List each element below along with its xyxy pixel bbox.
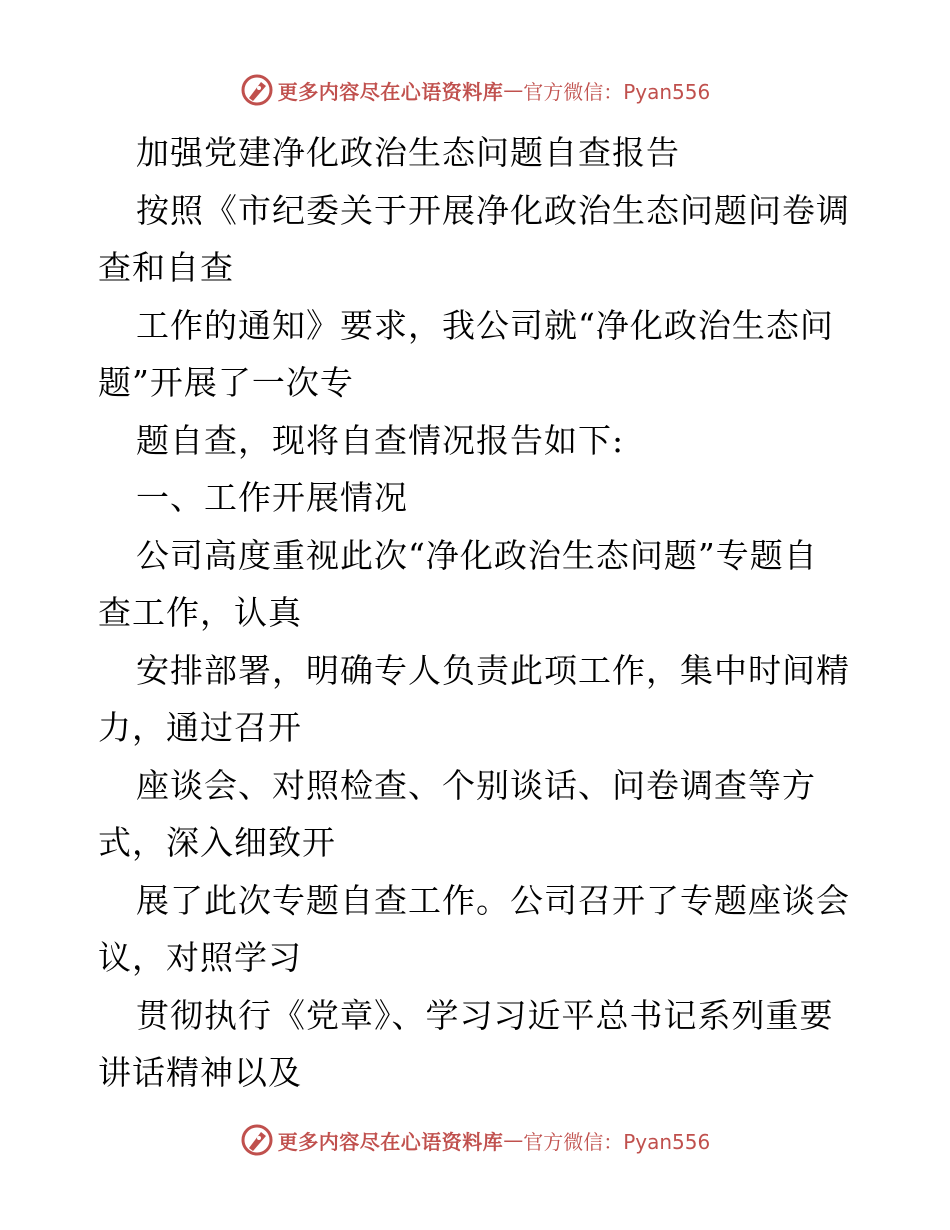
paragraph-line: 式，深入细致开 <box>98 823 336 862</box>
header-banner-title: 更多内容尽在心语资料库 <box>277 79 504 104</box>
paragraph-line: 查工作，认真 <box>98 593 302 632</box>
footer-banner-dash: — <box>503 1128 524 1152</box>
footer-banner <box>0 1120 950 1160</box>
header-banner <box>0 70 950 110</box>
paragraph-line: 题”开展了一次专 <box>98 363 354 402</box>
document-title: 加强党建净化政治生态问题自查报告 <box>136 133 680 172</box>
paragraph-line: 座谈会、对照检查、个别谈话、问卷调查等方 <box>136 765 816 805</box>
paragraph-line: 力，通过召开 <box>98 708 302 747</box>
document-body <box>98 124 858 1102</box>
paragraph-line: 安排部署，明确专人负责此项工作，集中时间精 <box>136 650 850 690</box>
footer-banner-wechat: 官方微信：Pyan556 <box>523 1129 711 1154</box>
paragraph-line: 工作的通知》要求，我公司就“净化政治生态问 <box>136 305 834 345</box>
paragraph-line: 公司高度重视此次“净化政治生态问题”专题自 <box>136 535 818 575</box>
paragraph-line: 展了此次专题自查工作。公司召开了专题座谈会 <box>136 880 850 920</box>
header-banner-wechat: 官方微信：Pyan556 <box>523 79 711 104</box>
section-heading: 一、工作开展情况 <box>136 478 408 517</box>
paragraph-line: 贯彻执行《党章》、学习习近平总书记系列重要 <box>136 995 834 1035</box>
footer-banner-title: 更多内容尽在心语资料库 <box>277 1129 504 1154</box>
pen-nib-circle-icon <box>240 73 274 107</box>
paragraph-line: 按照《市纪委关于开展净化政治生态问题问卷调 <box>136 190 850 230</box>
paragraph-line: 议，对照学习 <box>98 938 302 977</box>
paragraph-line: 题自查，现将自查情况报告如下: <box>136 420 625 460</box>
paragraph-line: 讲话精神以及 <box>98 1053 302 1092</box>
header-banner-dash: — <box>503 78 524 102</box>
paragraph-line: 查和自查 <box>98 248 234 287</box>
pen-nib-circle-icon <box>240 1123 274 1157</box>
